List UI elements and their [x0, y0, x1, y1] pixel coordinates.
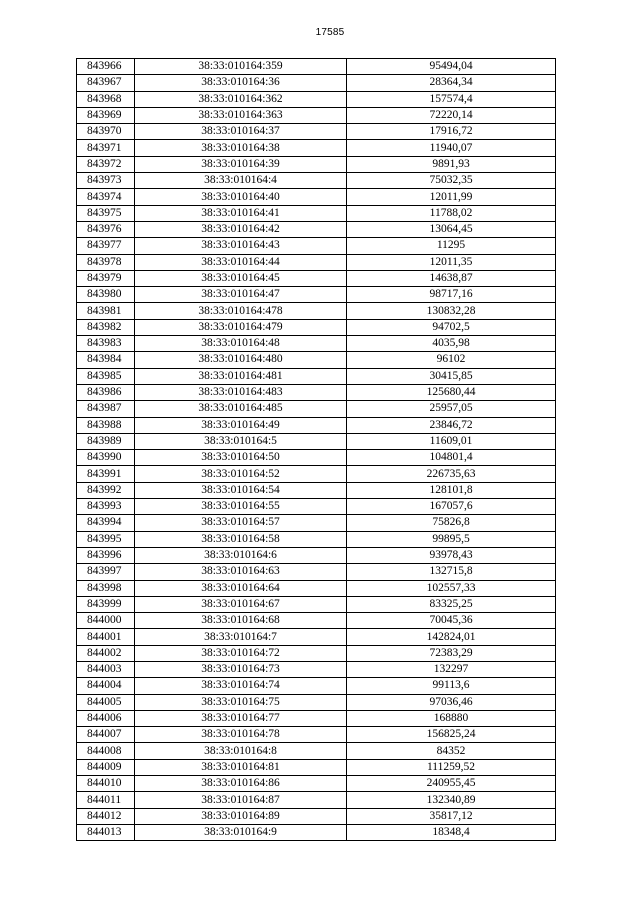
row-number-cell: 844013 [77, 824, 135, 840]
cadastral-number-cell: 38:33:010164:479 [135, 319, 347, 335]
table-row [77, 433, 556, 449]
table-row [77, 417, 556, 433]
cadastral-number-cell: 38:33:010164:363 [135, 107, 347, 123]
cadastral-number-cell: 38:33:010164:78 [135, 727, 347, 743]
table-row [77, 59, 556, 75]
table-row [77, 661, 556, 677]
row-number-cell: 843980 [77, 287, 135, 303]
value-cell: 157574,4 [347, 91, 556, 107]
cadastral-number-cell: 38:33:010164:63 [135, 564, 347, 580]
cadastral-number-cell: 38:33:010164:478 [135, 303, 347, 319]
value-cell: 226735,63 [347, 466, 556, 482]
row-number-cell: 843990 [77, 450, 135, 466]
cadastral-number-cell: 38:33:010164:359 [135, 59, 347, 75]
row-number-cell: 843984 [77, 352, 135, 368]
value-cell: 9891,93 [347, 156, 556, 172]
row-number-cell: 843977 [77, 238, 135, 254]
value-cell: 75032,35 [347, 173, 556, 189]
row-number-cell: 844000 [77, 613, 135, 629]
row-number-cell: 843985 [77, 368, 135, 384]
row-number-cell: 844001 [77, 629, 135, 645]
row-number-cell: 843992 [77, 482, 135, 498]
row-number-cell: 844005 [77, 694, 135, 710]
table-row [77, 173, 556, 189]
table-row [77, 808, 556, 824]
table-row [77, 710, 556, 726]
row-number-cell: 844006 [77, 710, 135, 726]
value-cell: 93978,43 [347, 547, 556, 563]
row-number-cell: 843968 [77, 91, 135, 107]
row-number-cell: 844011 [77, 792, 135, 808]
cadastral-number-cell: 38:33:010164:480 [135, 352, 347, 368]
cadastral-number-cell: 38:33:010164:89 [135, 808, 347, 824]
cadastral-number-cell: 38:33:010164:86 [135, 776, 347, 792]
cadastral-number-cell: 38:33:010164:68 [135, 613, 347, 629]
row-number-cell: 844009 [77, 759, 135, 775]
value-cell: 17916,72 [347, 124, 556, 140]
row-number-cell: 843973 [77, 173, 135, 189]
table-row [77, 401, 556, 417]
value-cell: 128101,8 [347, 482, 556, 498]
value-cell: 18348,4 [347, 824, 556, 840]
row-number-cell: 843994 [77, 515, 135, 531]
row-number-cell: 844007 [77, 727, 135, 743]
value-cell: 4035,98 [347, 336, 556, 352]
table-row [77, 466, 556, 482]
table-row [77, 776, 556, 792]
cadastral-number-cell: 38:33:010164:45 [135, 270, 347, 286]
cadastral-number-cell: 38:33:010164:81 [135, 759, 347, 775]
row-number-cell: 843989 [77, 433, 135, 449]
table-row [77, 564, 556, 580]
table-body [77, 59, 556, 841]
value-cell: 95494,04 [347, 59, 556, 75]
data-table [76, 58, 556, 841]
table-row [77, 743, 556, 759]
row-number-cell: 844002 [77, 645, 135, 661]
cadastral-number-cell: 38:33:010164:4 [135, 173, 347, 189]
cadastral-number-cell: 38:33:010164:39 [135, 156, 347, 172]
cadastral-number-cell: 38:33:010164:37 [135, 124, 347, 140]
table-row [77, 75, 556, 91]
row-number-cell: 843975 [77, 205, 135, 221]
cadastral-number-cell: 38:33:010164:55 [135, 499, 347, 515]
table-row [77, 91, 556, 107]
table-row [77, 368, 556, 384]
table-row [77, 759, 556, 775]
cadastral-number-cell: 38:33:010164:7 [135, 629, 347, 645]
cadastral-number-cell: 38:33:010164:64 [135, 580, 347, 596]
value-cell: 28364,34 [347, 75, 556, 91]
value-cell: 104801,4 [347, 450, 556, 466]
value-cell: 70045,36 [347, 613, 556, 629]
table-row [77, 287, 556, 303]
cadastral-number-cell: 38:33:010164:47 [135, 287, 347, 303]
value-cell: 72383,29 [347, 645, 556, 661]
table-row [77, 531, 556, 547]
row-number-cell: 843997 [77, 564, 135, 580]
table-row [77, 613, 556, 629]
value-cell: 96102 [347, 352, 556, 368]
row-number-cell: 843982 [77, 319, 135, 335]
value-cell: 14638,87 [347, 270, 556, 286]
value-cell: 125680,44 [347, 384, 556, 400]
row-number-cell: 843999 [77, 596, 135, 612]
row-number-cell: 843972 [77, 156, 135, 172]
value-cell: 11940,07 [347, 140, 556, 156]
cadastral-number-cell: 38:33:010164:42 [135, 221, 347, 237]
value-cell: 84352 [347, 743, 556, 759]
table-row [77, 792, 556, 808]
table-row [77, 678, 556, 694]
value-cell: 142824,01 [347, 629, 556, 645]
row-number-cell: 843970 [77, 124, 135, 140]
row-number-cell: 843987 [77, 401, 135, 417]
table-row [77, 727, 556, 743]
value-cell: 83325,25 [347, 596, 556, 612]
cadastral-number-cell: 38:33:010164:43 [135, 238, 347, 254]
cadastral-number-cell: 38:33:010164:483 [135, 384, 347, 400]
value-cell: 11609,01 [347, 433, 556, 449]
table-row [77, 238, 556, 254]
value-cell: 132715,8 [347, 564, 556, 580]
cadastral-number-cell: 38:33:010164:38 [135, 140, 347, 156]
cadastral-number-cell: 38:33:010164:87 [135, 792, 347, 808]
table-row [77, 140, 556, 156]
value-cell: 11788,02 [347, 205, 556, 221]
value-cell: 156825,24 [347, 727, 556, 743]
value-cell: 30415,85 [347, 368, 556, 384]
table-row [77, 107, 556, 123]
cadastral-number-cell: 38:33:010164:41 [135, 205, 347, 221]
value-cell: 75826,8 [347, 515, 556, 531]
cadastral-number-cell: 38:33:010164:48 [135, 336, 347, 352]
table-row [77, 254, 556, 270]
value-cell: 94702,5 [347, 319, 556, 335]
row-number-cell: 843983 [77, 336, 135, 352]
cadastral-number-cell: 38:33:010164:75 [135, 694, 347, 710]
value-cell: 132340,89 [347, 792, 556, 808]
table-row [77, 596, 556, 612]
cadastral-number-cell: 38:33:010164:9 [135, 824, 347, 840]
value-cell: 167057,6 [347, 499, 556, 515]
value-cell: 168880 [347, 710, 556, 726]
row-number-cell: 843976 [77, 221, 135, 237]
cadastral-number-cell: 38:33:010164:77 [135, 710, 347, 726]
row-number-cell: 843988 [77, 417, 135, 433]
cadastral-number-cell: 38:33:010164:54 [135, 482, 347, 498]
table-row [77, 450, 556, 466]
cadastral-number-cell: 38:33:010164:36 [135, 75, 347, 91]
row-number-cell: 843993 [77, 499, 135, 515]
table-row [77, 547, 556, 563]
value-cell: 97036,46 [347, 694, 556, 710]
table-row [77, 580, 556, 596]
value-cell: 132297 [347, 661, 556, 677]
row-number-cell: 843991 [77, 466, 135, 482]
value-cell: 99895,5 [347, 531, 556, 547]
value-cell: 102557,33 [347, 580, 556, 596]
table-row [77, 156, 556, 172]
value-cell: 23846,72 [347, 417, 556, 433]
row-number-cell: 843996 [77, 547, 135, 563]
cadastral-number-cell: 38:33:010164:40 [135, 189, 347, 205]
value-cell: 130832,28 [347, 303, 556, 319]
cadastral-number-cell: 38:33:010164:74 [135, 678, 347, 694]
cadastral-number-cell: 38:33:010164:5 [135, 433, 347, 449]
cadastral-number-cell: 38:33:010164:49 [135, 417, 347, 433]
page-number: 17585 [315, 27, 345, 38]
table-row [77, 384, 556, 400]
row-number-cell: 844012 [77, 808, 135, 824]
table-row [77, 221, 556, 237]
cadastral-number-cell: 38:33:010164:73 [135, 661, 347, 677]
cadastral-number-cell: 38:33:010164:50 [135, 450, 347, 466]
cadastral-number-cell: 38:33:010164:67 [135, 596, 347, 612]
value-cell: 98717,16 [347, 287, 556, 303]
cadastral-number-cell: 38:33:010164:481 [135, 368, 347, 384]
value-cell: 72220,14 [347, 107, 556, 123]
value-cell: 25957,05 [347, 401, 556, 417]
cadastral-number-cell: 38:33:010164:485 [135, 401, 347, 417]
value-cell: 12011,35 [347, 254, 556, 270]
row-number-cell: 843995 [77, 531, 135, 547]
row-number-cell: 843974 [77, 189, 135, 205]
cadastral-number-cell: 38:33:010164:44 [135, 254, 347, 270]
value-cell: 240955,45 [347, 776, 556, 792]
value-cell: 99113,6 [347, 678, 556, 694]
cadastral-number-cell: 38:33:010164:72 [135, 645, 347, 661]
row-number-cell: 843971 [77, 140, 135, 156]
row-number-cell: 843979 [77, 270, 135, 286]
cadastral-number-cell: 38:33:010164:8 [135, 743, 347, 759]
row-number-cell: 843967 [77, 75, 135, 91]
cadastral-number-cell: 38:33:010164:362 [135, 91, 347, 107]
row-number-cell: 844008 [77, 743, 135, 759]
table-row [77, 124, 556, 140]
table-row [77, 694, 556, 710]
row-number-cell: 843978 [77, 254, 135, 270]
table-row [77, 319, 556, 335]
table-row [77, 336, 556, 352]
table-row [77, 270, 556, 286]
table-row [77, 499, 556, 515]
row-number-cell: 843969 [77, 107, 135, 123]
value-cell: 35817,12 [347, 808, 556, 824]
table-row [77, 629, 556, 645]
cadastral-number-cell: 38:33:010164:58 [135, 531, 347, 547]
value-cell: 111259,52 [347, 759, 556, 775]
table-row [77, 645, 556, 661]
cadastral-number-cell: 38:33:010164:6 [135, 547, 347, 563]
row-number-cell: 844010 [77, 776, 135, 792]
row-number-cell: 843998 [77, 580, 135, 596]
value-cell: 12011,99 [347, 189, 556, 205]
table-row [77, 824, 556, 840]
cadastral-number-cell: 38:33:010164:52 [135, 466, 347, 482]
table-row [77, 352, 556, 368]
value-cell: 13064,45 [347, 221, 556, 237]
row-number-cell: 844004 [77, 678, 135, 694]
table-row [77, 515, 556, 531]
table-row [77, 482, 556, 498]
row-number-cell: 844003 [77, 661, 135, 677]
row-number-cell: 843986 [77, 384, 135, 400]
value-cell: 11295 [347, 238, 556, 254]
cadastral-number-cell: 38:33:010164:57 [135, 515, 347, 531]
table-row [77, 189, 556, 205]
table-row [77, 205, 556, 221]
row-number-cell: 843966 [77, 59, 135, 75]
row-number-cell: 843981 [77, 303, 135, 319]
table-row [77, 303, 556, 319]
